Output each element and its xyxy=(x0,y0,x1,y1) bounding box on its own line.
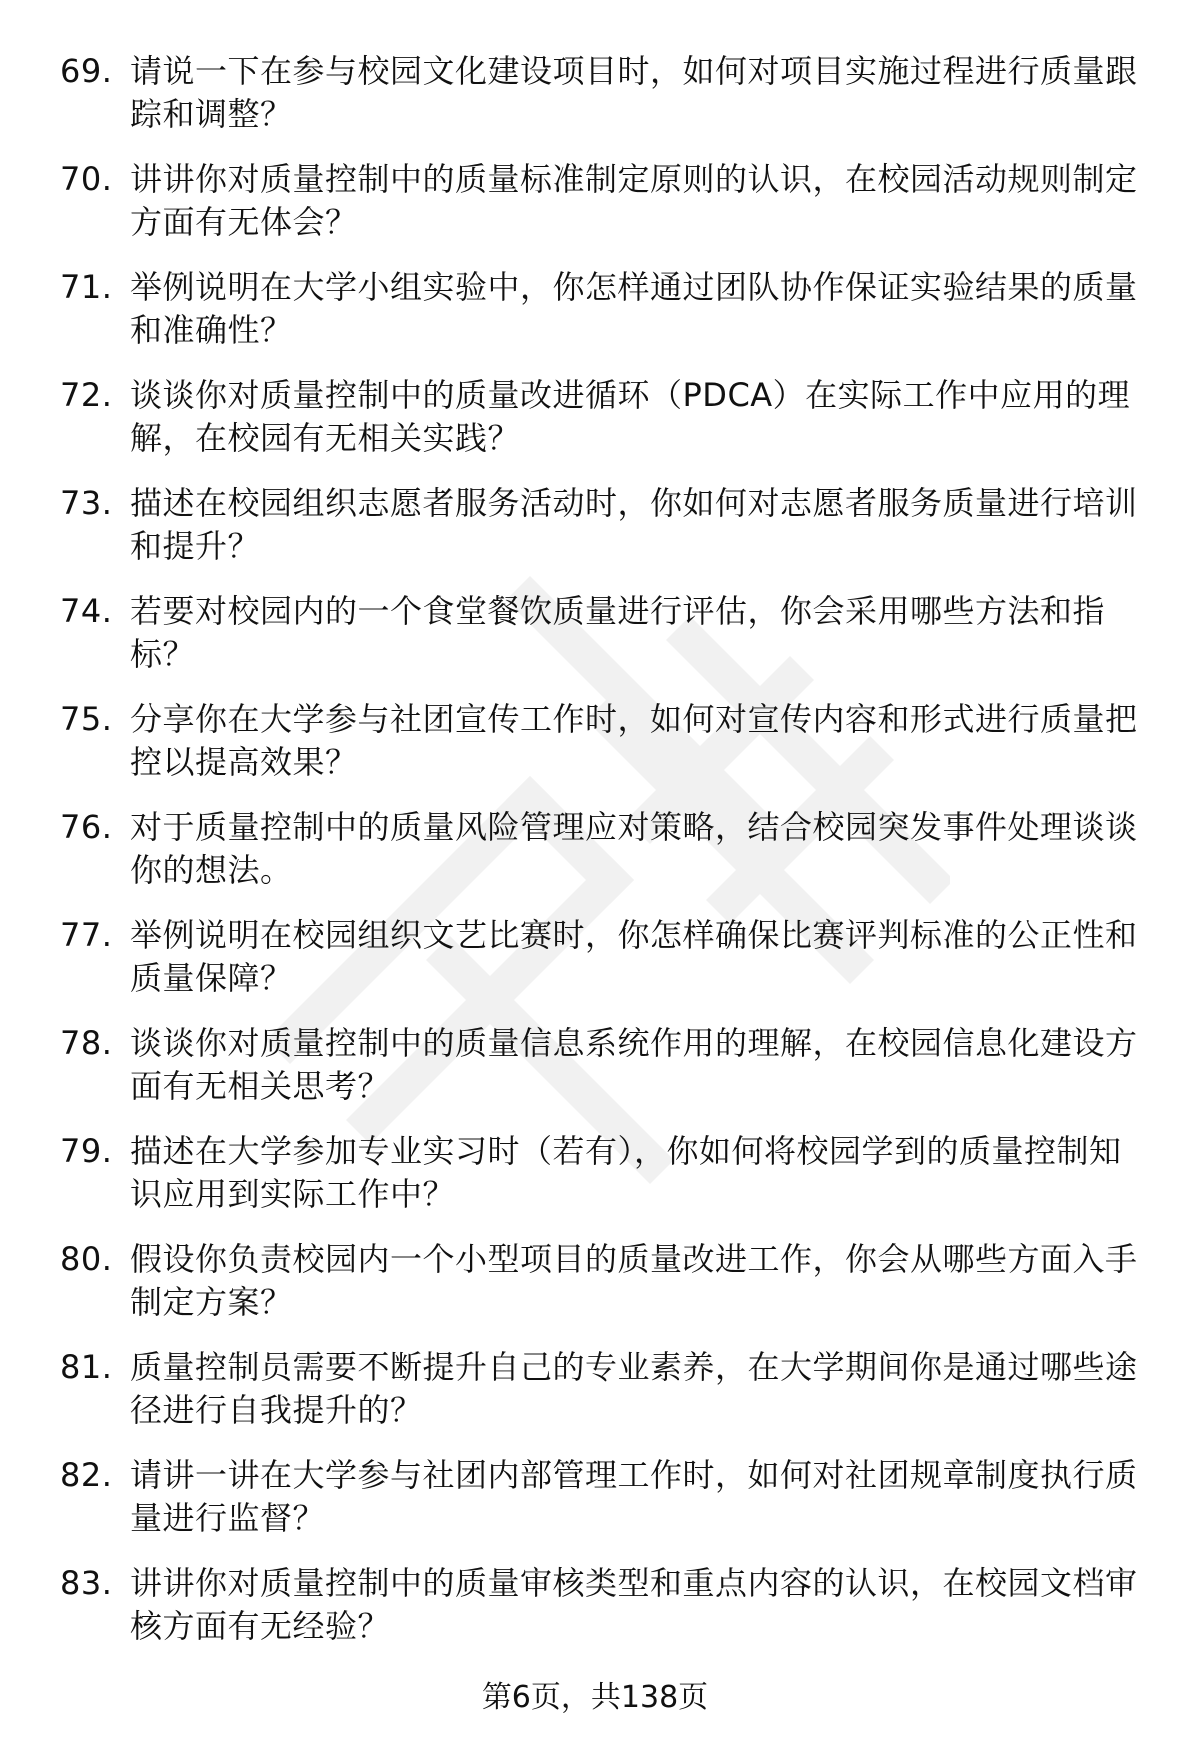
question-number: 81. xyxy=(60,1348,113,1386)
question-number: 78. xyxy=(60,1024,113,1062)
list-item xyxy=(60,1022,1150,1130)
question-text: 描述在校园组织志愿者服务活动时，你如何对志愿者服务质量进行培训和提升？ xyxy=(130,484,1138,565)
question-text: 谈谈你对质量控制中的质量改进循环（PDCA）在实际工作中应用的理解，在校园有无相关实践？ xyxy=(130,376,1131,457)
question-number: 69. xyxy=(60,52,113,90)
list-item xyxy=(60,1238,1150,1346)
question-text: 若要对校园内的一个食堂餐饮质量进行评估，你会采用哪些方法和指标？ xyxy=(130,592,1106,673)
question-text: 分享你在大学参与社团宣传工作时，如何对宣传内容和形式进行质量把控以提高效果？ xyxy=(130,700,1138,781)
question-number: 79. xyxy=(60,1132,113,1170)
question-text: 假设你负责校园内一个小型项目的质量改进工作，你会从哪些方面入手制定方案？ xyxy=(130,1240,1138,1321)
list-item xyxy=(60,698,1150,806)
page-number-footer: 第6页，共138页 xyxy=(481,1680,709,1715)
question-text: 讲讲你对质量控制中的质量审核类型和重点内容的认识，在校园文档审核方面有无经验？ xyxy=(130,1564,1138,1645)
question-number: 83. xyxy=(60,1564,113,1602)
question-number: 73. xyxy=(60,484,113,522)
question-number: 82. xyxy=(60,1456,113,1494)
question-text: 请讲一讲在大学参与社团内部管理工作时，如何对社团规章制度执行质量进行监督？ xyxy=(130,1456,1138,1537)
list-item xyxy=(60,374,1150,482)
list-item xyxy=(60,266,1150,374)
question-text: 描述在大学参加专业实习时（若有），你如何将校园学到的质量控制知识应用到实际工作中？ xyxy=(130,1132,1122,1213)
question-text: 请说一下在参与校园文化建设项目时，如何对项目实施过程进行质量跟踪和调整？ xyxy=(130,52,1138,133)
question-text: 质量控制员需要不断提升自己的专业素养，在大学期间你是通过哪些途径进行自我提升的？ xyxy=(130,1348,1138,1429)
question-number: 71. xyxy=(60,268,113,306)
list-item xyxy=(60,590,1150,698)
question-number: 70. xyxy=(60,160,113,198)
question-text: 对于质量控制中的质量风险管理应对策略，结合校园突发事件处理谈谈你的想法。 xyxy=(130,808,1138,889)
question-list xyxy=(60,50,1150,1670)
question-number: 76. xyxy=(60,808,113,846)
question-number: 77. xyxy=(60,916,113,954)
question-text: 举例说明在校园组织文艺比赛时，你怎样确保比赛评判标准的公正性和质量保障？ xyxy=(130,916,1138,997)
list-item xyxy=(60,482,1150,590)
list-item xyxy=(60,806,1150,914)
question-text: 讲讲你对质量控制中的质量标准制定原则的认识，在校园活动规则制定方面有无体会？ xyxy=(130,160,1138,241)
question-number: 72. xyxy=(60,376,113,414)
list-item xyxy=(60,1562,1150,1670)
question-number: 80. xyxy=(60,1240,113,1278)
list-item xyxy=(60,158,1150,266)
list-item xyxy=(60,50,1150,158)
list-item xyxy=(60,914,1150,1022)
question-text: 举例说明在大学小组实验中，你怎样通过团队协作保证实验结果的质量和准确性？ xyxy=(130,268,1138,349)
list-item xyxy=(60,1130,1150,1238)
question-number: 75. xyxy=(60,700,113,738)
question-text: 谈谈你对质量控制中的质量信息系统作用的理解，在校园信息化建设方面有无相关思考？ xyxy=(130,1024,1138,1105)
question-number: 74. xyxy=(60,592,113,630)
list-item xyxy=(60,1454,1150,1562)
list-item xyxy=(60,1346,1150,1454)
